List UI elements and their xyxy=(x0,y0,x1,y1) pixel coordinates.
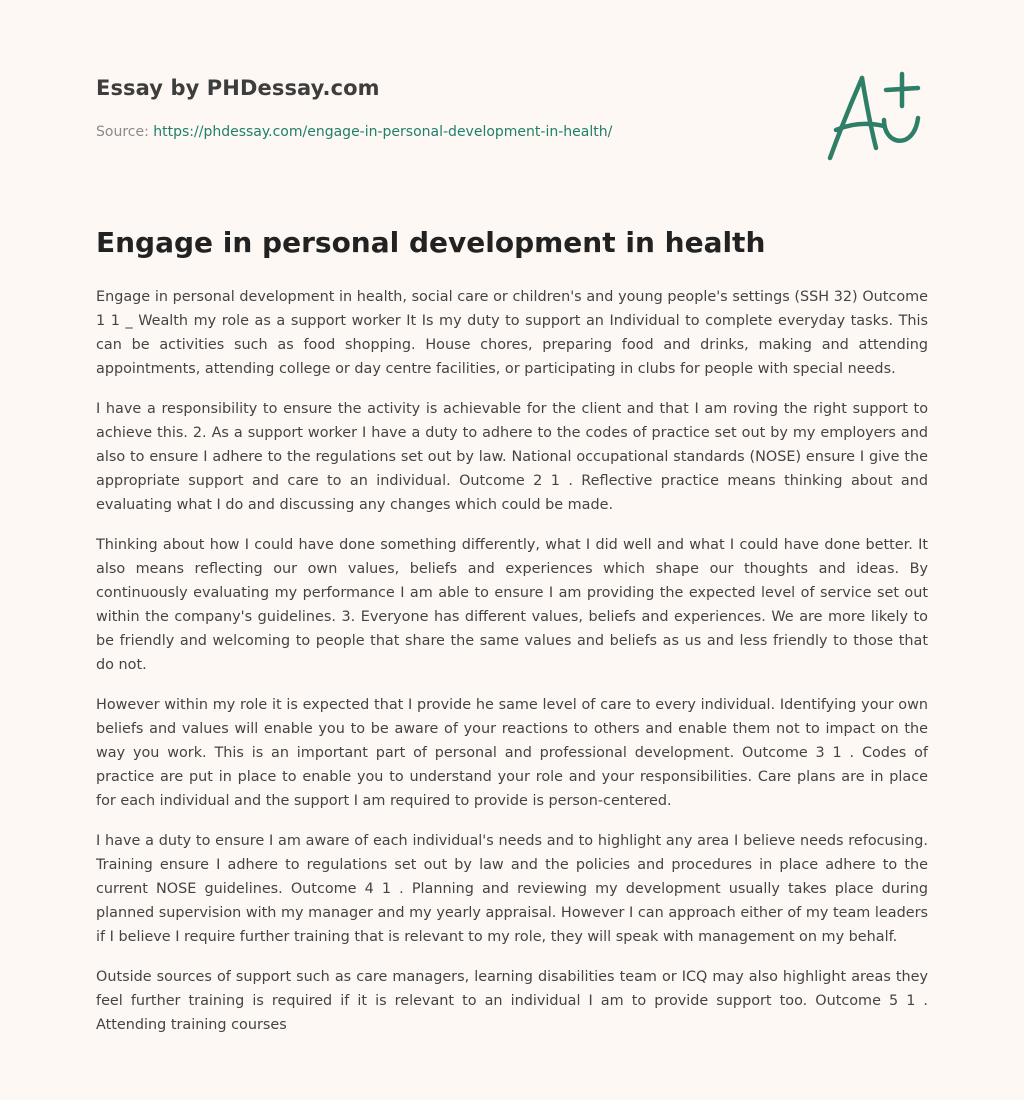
source-line xyxy=(96,124,612,140)
essay-title: Engage in personal development in health xyxy=(96,226,766,259)
essay-paragraph: Thinking about how I could have done something differently, what I did well and what I could have done better. It also means reflecting our own values, beliefs and experiences which shape our thoughts and ideas. By continuously evaluating my performance I am able to ensure I am providing the expected level of service set out within the company's guidelines. 3. Everyone has different values, beliefs and experiences. We are more likely to be friendly and welcoming to people that share the same values and beliefs as us and less friendly to those that do not. xyxy=(96,537,928,673)
source-link[interactable]: https://phdessay.com/engage-in-personal-development-in-health/ xyxy=(153,124,613,140)
essay-paragraph: Outside sources of support such as care managers, learning disabilities team or ICQ may also highlight areas they feel further training is required if it is relevant to an individual I am to provide support too. Outcome 5 1 . Attending training courses xyxy=(96,969,928,1033)
essay-paragraph: Engage in personal development in health, social care or children's and young people's settings (SSH 32) Outcome 1 1 _ Wealth my role as a support worker It Is my duty to support an Individual to complete everyday tasks. This can be activities such as food shopping. House chores, preparing food and drinks, making and attending appointments, attending college or day centre facilities, or participating in clubs for people with special needs. xyxy=(96,289,928,377)
brand-title: Essay by PHDessay.com xyxy=(96,76,380,100)
essay-paragraph: I have a duty to ensure I am aware of each individual's needs and to highlight any area I believe needs refocusing. Training ensure I adhere to regulations set out by law and the policies and procedures in place adhere to the current NOSE guidelines. Outcome 4 1 . Planning and reviewing my development usually takes place during planned supervision with my manager and my yearly appraisal. However I can approach either of my team leaders if I believe I require further training that is relevant to my role, they will speak with management on my behalf. xyxy=(96,833,928,945)
essay-paragraph: I have a responsibility to ensure the activity is achievable for the client and that I am roving the right support to achieve this. 2. As a support worker I have a duty to adhere to the codes of practice set out by my employers and also to ensure I adhere to the regulations set out by law. National occupational standards (NOSE) ensure I give the appropriate support and care to an individual. Outcome 2 1 . Reflective practice means thinking about and evaluating what I do and discussing any changes which could be made. xyxy=(96,401,928,513)
source-label: Source: xyxy=(96,124,154,140)
a-plus-grade-icon xyxy=(822,66,926,166)
essay-paragraph: However within my role it is expected that I provide he same level of care to every individual. Identifying your own beliefs and values will enable you to be aware of your reactions to others and enable them not to impact on the way you work. This is an important part of personal and professional development. Outcome 3 1 . Codes of practice are put in place to enable you to understand your role and your responsibilities. Care plans are in place for each individual and the support I am required to provide is person-centered. xyxy=(96,697,928,809)
essay-body xyxy=(96,285,928,1053)
